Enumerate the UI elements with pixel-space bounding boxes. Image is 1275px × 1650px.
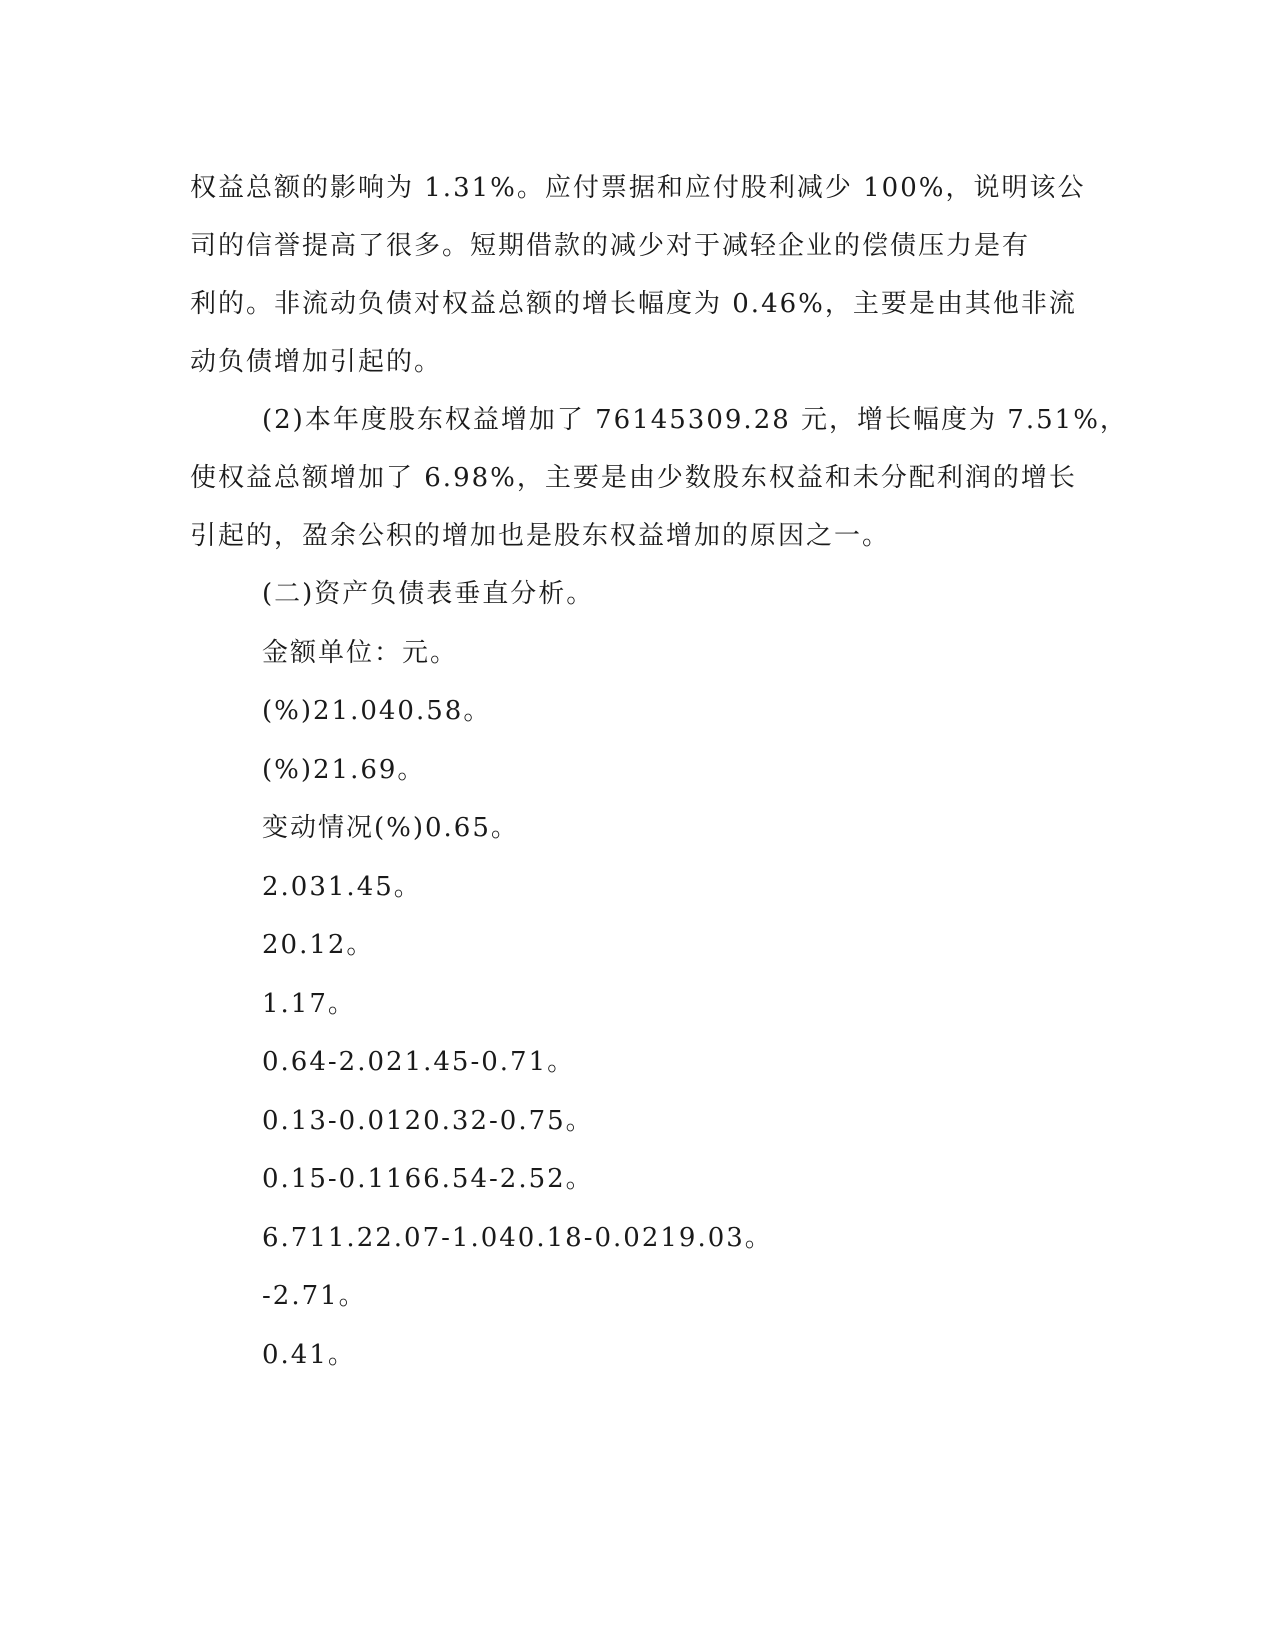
section-heading: (二)资产负债表垂直分析。 [262, 579, 595, 609]
value-line: 2.031.45。 [262, 872, 422, 902]
paragraph-1-line-3: 利的。非流动负债对权益总额的增长幅度为 0.46%，主要是由其他非流 [190, 289, 1077, 319]
unit-note: 金额单位：元。 [262, 638, 459, 668]
value-line: (%)21.69。 [262, 755, 426, 785]
value-line: 20.12。 [262, 930, 375, 960]
value-line: 0.64-2.021.45-0.71。 [262, 1047, 576, 1077]
paragraph-1-line-2: 司的信誉提高了很多。短期借款的减少对于减轻企业的偿债压力是有 [190, 231, 1031, 261]
value-line: 0.15-0.1166.54-2.52。 [262, 1164, 594, 1194]
value-line: -2.71。 [262, 1281, 367, 1311]
value-line: (%)21.040.58。 [262, 696, 492, 726]
paragraph-2-line-1: (2)本年度股东权益增加了 76145309.28 元，增长幅度为 7.51%， [262, 405, 1128, 435]
value-line: 0.13-0.0120.32-0.75。 [262, 1106, 594, 1136]
value-line: 6.711.22.07-1.040.18-0.0219.03。 [262, 1223, 773, 1253]
paragraph-1-line-1: 权益总额的影响为 1.31%。应付票据和应付股利减少 100%，说明该公 [190, 173, 1086, 203]
paragraph-1-line-4: 动负债增加引起的。 [190, 347, 443, 377]
paragraph-2-line-3: 引起的，盈余公积的增加也是股东权益增加的原因之一。 [190, 521, 891, 551]
paragraph-2-line-2: 使权益总额增加了 6.98%，主要是由少数股东权益和未分配利润的增长 [190, 463, 1077, 493]
value-line: 1.17。 [262, 989, 356, 1019]
value-line: 0.41。 [262, 1340, 356, 1370]
value-line: 变动情况(%)0.65。 [262, 813, 519, 843]
